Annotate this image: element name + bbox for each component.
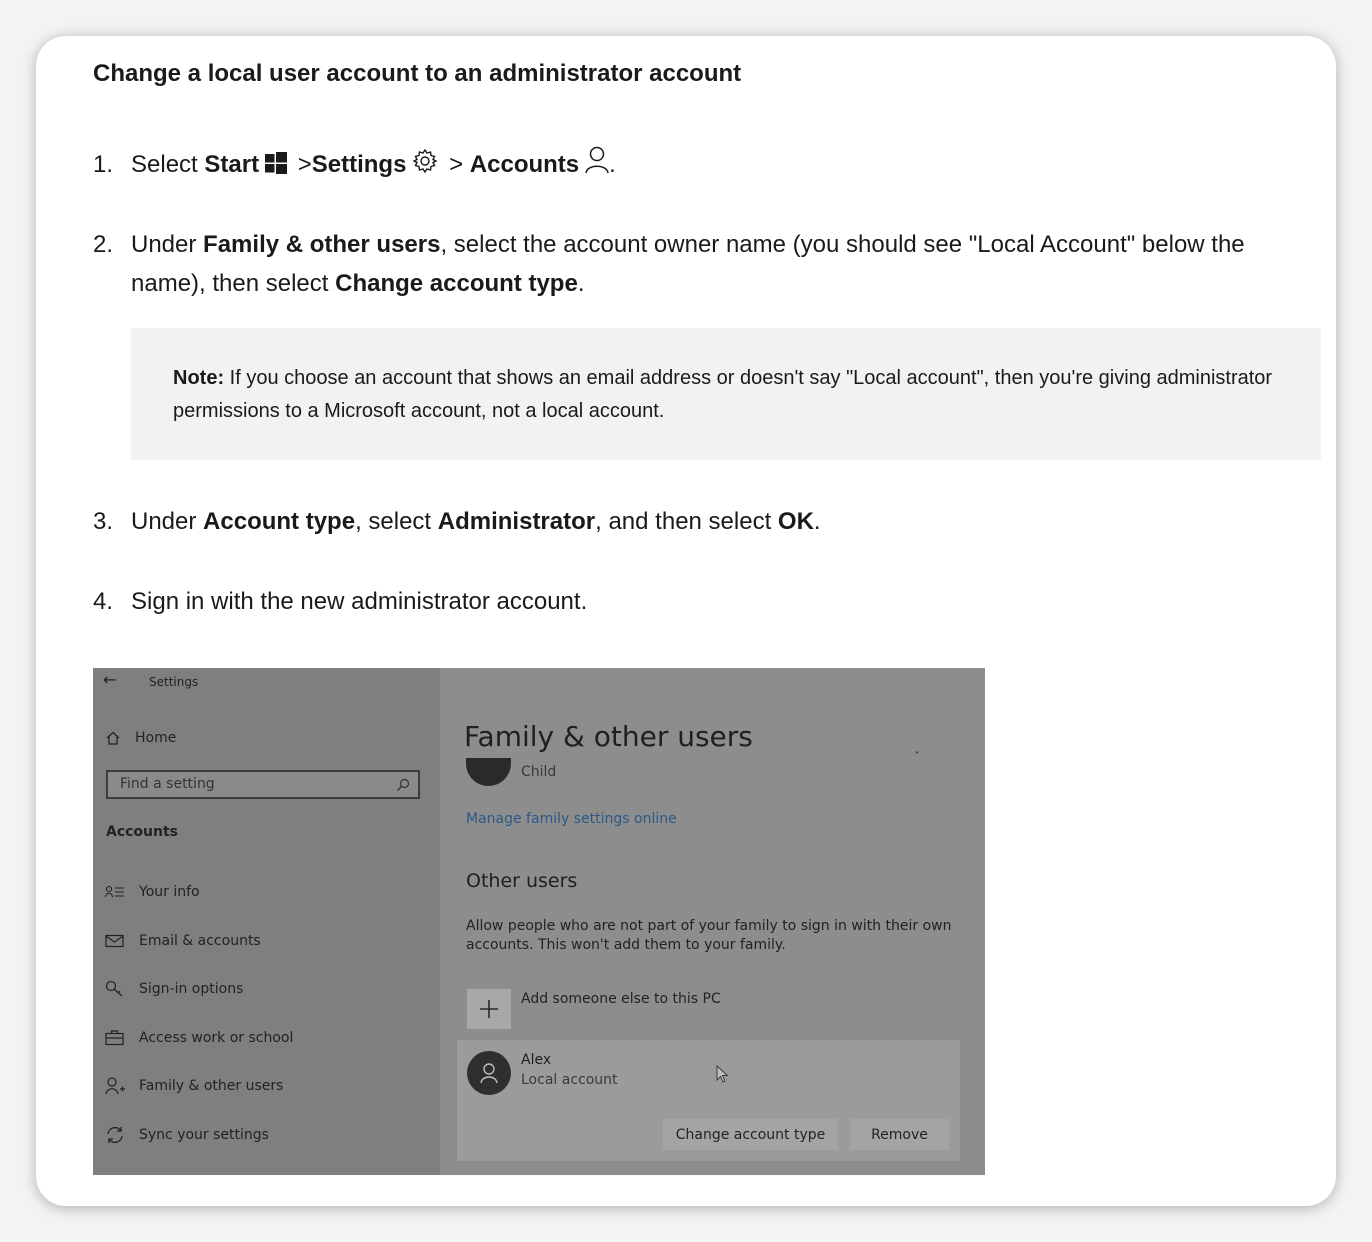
nav-sign-in-options[interactable] [105,977,243,1001]
add-user-button[interactable] [467,989,511,1029]
contact-card-icon [105,885,125,899]
find-setting-input[interactable] [106,770,420,799]
step-text: Under [131,231,204,258]
user-row-alex[interactable] [457,1040,960,1161]
step-text: > [442,151,470,178]
back-arrow-icon[interactable]: ← [103,670,117,689]
accounts-section-heading: Accounts [106,824,179,840]
gear-icon [412,147,438,186]
nav-home-label: Home [135,730,177,746]
step-number: 3. [93,508,114,535]
nav-label: Your info [139,884,200,900]
nav-label: Sync your settings [139,1127,269,1143]
note-text: If you choose an account that shows an email address or doesn't say "Local account", then you're giving administrator permissions to a Microsoft account, not a local account. [173,367,1273,422]
step-text: , and then select [595,508,778,535]
step-4 [93,582,587,621]
step-text: . [577,270,585,297]
nav-access-work[interactable] [105,1026,293,1050]
step-bold: Change account type [335,270,578,297]
add-someone-label[interactable]: Add someone else to this PC [521,991,721,1007]
nav-label: Email & accounts [139,933,261,949]
step-text: Sign in with the new administrator account. [131,588,588,615]
avatar [467,1051,511,1095]
remove-button[interactable]: Remove [850,1119,949,1150]
step-bold: OK [777,508,814,535]
search-placeholder: Find a setting [120,776,215,792]
sync-icon [105,1126,125,1144]
window-title: Settings [149,675,199,689]
other-users-heading: Other users [466,870,578,892]
article-card [36,36,1336,1206]
nav-label: Access work or school [139,1030,294,1046]
windows-start-icon [265,147,287,186]
key-icon [105,980,125,998]
nav-label: Sign-in options [139,981,244,997]
nav-email-accounts[interactable] [105,929,261,953]
step-bold: Account type [203,508,356,535]
user-name: Alex [521,1052,552,1068]
step-text: . [609,151,616,178]
step-bold: Start [204,151,260,178]
home-icon [105,730,121,746]
step-text: , select [355,508,438,535]
settings-sidebar [93,668,440,1175]
person-add-icon [105,1077,125,1095]
nav-sync-settings[interactable] [105,1123,269,1147]
step-1 [93,145,616,186]
step-number: 2. [93,231,114,258]
step-text: Select [131,151,205,178]
step-text: > [291,151,312,178]
mail-icon [105,934,125,948]
other-users-desc-line-2: accounts. This won't add them to your family. [466,937,786,953]
step-bold: Settings [311,151,407,178]
step-text: Under [131,508,204,535]
user-type: Local account [521,1072,618,1088]
nav-your-info[interactable] [105,880,200,904]
child-label: Child [521,764,557,780]
step-text: , select the account owner name (you should see "Local Account" below the name), then select [131,231,1245,297]
scroll-indicator-icon[interactable]: ˇ [914,750,920,764]
person-icon [479,1062,499,1084]
step-number: 4. [93,588,114,615]
briefcase-icon [105,1030,125,1046]
settings-screenshot [93,668,985,1175]
other-users-desc-line-1: Allow people who are not part of your family to sign in with their own [466,918,952,934]
plus-icon [479,999,499,1019]
nav-family-other-users[interactable] [105,1074,283,1098]
page-title: Family & other users [464,720,753,753]
article-title: Change a local user account to an administrator account [93,60,742,87]
step-bold: Administrator [437,508,596,535]
note-box [131,328,1321,460]
search-icon [396,778,410,792]
step-bold: Accounts [469,151,580,178]
change-account-type-button[interactable]: Change account type [663,1119,838,1150]
note-label: Note: [173,367,225,389]
step-text: . [813,508,821,535]
settings-content [440,668,985,1175]
step-2 [93,225,1313,303]
nav-home[interactable] [105,726,176,750]
child-avatar [466,758,511,786]
manage-family-link[interactable]: Manage family settings online [466,811,677,827]
step-number: 1. [93,151,114,178]
mouse-cursor-icon [716,1065,730,1083]
step-3 [93,502,821,541]
person-icon [585,146,609,186]
nav-label: Family & other users [139,1078,284,1094]
step-bold: Family & other users [203,231,441,258]
